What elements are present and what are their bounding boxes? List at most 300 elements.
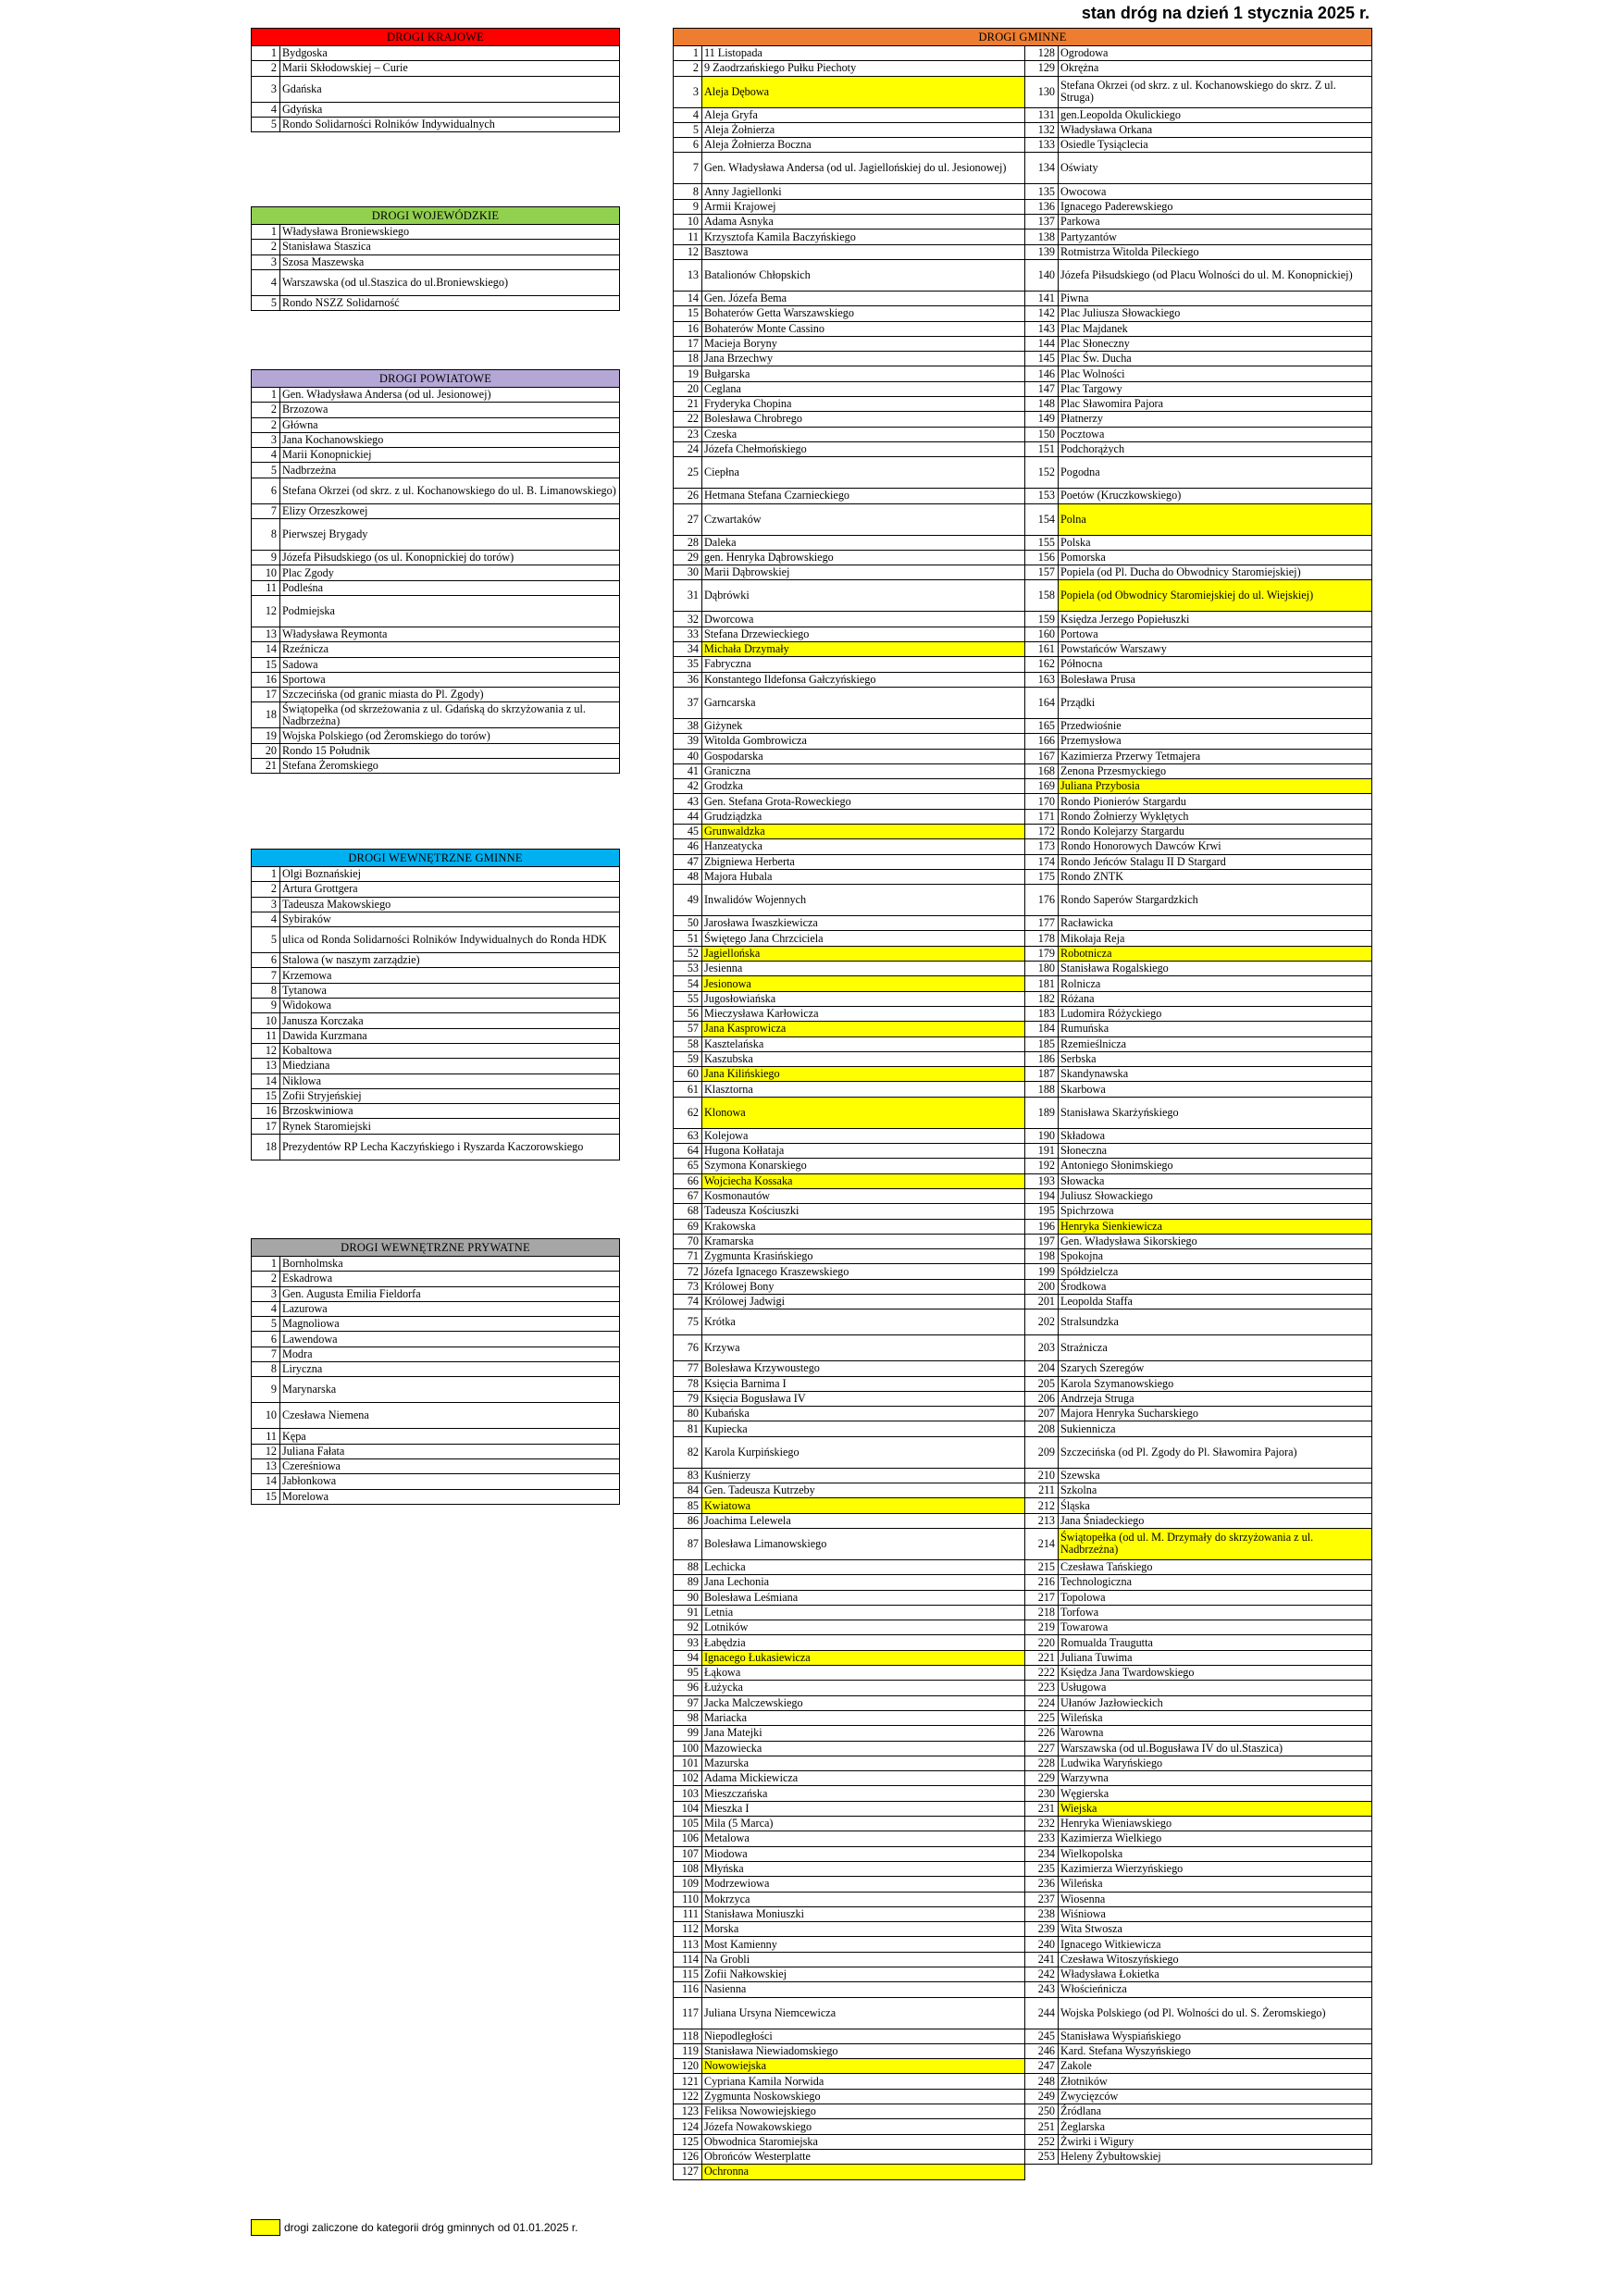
street-name: Jana Kilińskiego [702, 1067, 1025, 1082]
row-number: 10 [674, 215, 702, 230]
row-number: 183 [1025, 1006, 1059, 1021]
street-name: Karola Szymanowskiego [1059, 1376, 1372, 1391]
table-row [252, 117, 620, 131]
row-number: 78 [674, 1376, 702, 1391]
row-number: 170 [1025, 794, 1059, 809]
street-name: Torfowa [1059, 1605, 1372, 1620]
row-number: 160 [1025, 627, 1059, 641]
row-number: 184 [1025, 1022, 1059, 1036]
street-name: Żeglarska [1059, 2119, 1372, 2134]
table-row [252, 1272, 620, 1286]
row-number: 232 [1025, 1817, 1059, 1831]
table-drogi-wewnetrzne-prywatne [251, 1238, 620, 1505]
row-number: 4 [252, 102, 280, 117]
row-number: 30 [674, 565, 702, 580]
table-row [252, 1317, 620, 1332]
row-number: 120 [674, 2059, 702, 2074]
table-row [674, 1681, 1372, 1695]
street-name: Grunwaldzka [702, 824, 1025, 838]
street-name: Dąbrówki [702, 580, 1025, 612]
row-number: 19 [674, 366, 702, 381]
row-number: 159 [1025, 612, 1059, 627]
street-name: Stanisława Moniuszki [702, 1906, 1025, 1921]
street-name: Powstańców Warszawy [1059, 642, 1372, 657]
street-name: Kolejowa [702, 1128, 1025, 1143]
street-name: Krakowska [702, 1219, 1025, 1234]
row-number: 1 [252, 46, 280, 61]
street-name: Modra [280, 1347, 620, 1361]
row-number: 240 [1025, 1937, 1059, 1952]
row-number: 182 [1025, 991, 1059, 1006]
table-row [674, 1590, 1372, 1605]
row-number: 224 [1025, 1695, 1059, 1710]
row-number: 20 [252, 743, 280, 758]
street-name: Prządki [1059, 687, 1372, 718]
row-number: 164 [1025, 687, 1059, 718]
table-row [674, 869, 1372, 884]
street-name: Świątopełka (od ul. M. Drzymały do skrzyżowania z ul. Nadbrzeżna) [1059, 1528, 1372, 1559]
row-number: 229 [1025, 1771, 1059, 1786]
row-number: 54 [674, 976, 702, 991]
section-header-row [252, 29, 620, 46]
table-row [252, 595, 620, 627]
row-number: 8 [252, 519, 280, 551]
row-number: 202 [1025, 1309, 1059, 1335]
street-name: Poetów (Kruczkowskiego) [1059, 489, 1372, 503]
table-row [674, 230, 1372, 244]
table-row [674, 1309, 1372, 1335]
row-number: 21 [674, 397, 702, 412]
street-name: Jana Lechonia [702, 1575, 1025, 1590]
street-name: Modrzewiowa [702, 1877, 1025, 1892]
table-row [674, 1877, 1372, 1892]
section-header: DROGI GMINNE [674, 29, 1372, 46]
street-name: Adama Mickiewicza [702, 1771, 1025, 1786]
street-name: Krzemowa [280, 968, 620, 983]
row-number: 104 [674, 1801, 702, 1816]
street-name: Wileńska [1059, 1710, 1372, 1725]
row-number: 112 [674, 1922, 702, 1937]
street-name: Jana Brzechwy [702, 352, 1025, 366]
street-name: Bolesława Chrobrego [702, 412, 1025, 427]
street-name: Czesława Witoszyńskiego [1059, 1952, 1372, 1967]
row-number: 9 [252, 999, 280, 1013]
street-name: Fryderyka Chopina [702, 397, 1025, 412]
row-number: 49 [674, 885, 702, 916]
row-number: 64 [674, 1144, 702, 1159]
table-row [674, 1695, 1372, 1710]
row-number: 250 [1025, 2104, 1059, 2119]
table-row [252, 672, 620, 687]
street-name: Północna [1059, 657, 1372, 672]
street-name: Majora Henryka Sucharskiego [1059, 1407, 1372, 1421]
street-name: Władysława Broniewskiego [280, 225, 620, 240]
table-row [674, 1967, 1372, 1981]
street-name: Juliana Tuwima [1059, 1650, 1372, 1665]
row-number: 132 [1025, 122, 1059, 137]
row-number: 32 [674, 612, 702, 627]
table-row [674, 931, 1372, 946]
street-name: Giżynek [702, 718, 1025, 733]
street-name: Aleja Żołnierza [702, 122, 1025, 137]
row-number: 243 [1025, 1982, 1059, 1997]
street-name: Aleja Gryfa [702, 107, 1025, 122]
table-row [674, 1513, 1372, 1528]
street-name: Wielkopolska [1059, 1846, 1372, 1861]
street-name: Zwycięzców [1059, 2089, 1372, 2104]
row-number: 2 [252, 1272, 280, 1286]
table-row [674, 612, 1372, 627]
table-row [252, 1134, 620, 1160]
table-row [674, 535, 1372, 550]
row-number: 174 [1025, 854, 1059, 869]
row-number: 16 [252, 672, 280, 687]
table-row [674, 1771, 1372, 1786]
street-name: Usługowa [1059, 1681, 1372, 1695]
street-name: Śląska [1059, 1498, 1372, 1513]
table-row [674, 1376, 1372, 1391]
street-name: Robotnicza [1059, 946, 1372, 961]
row-number: 43 [674, 794, 702, 809]
street-name: Kazimierza Przerwy Tetmajera [1059, 749, 1372, 763]
row-number: 161 [1025, 642, 1059, 657]
row-number: 97 [674, 1695, 702, 1710]
street-name: Stefana Żeromskiego [280, 759, 620, 774]
street-name: Warszawska (od ul.Staszica do ul.Broniewskiego) [280, 269, 620, 295]
row-number: 67 [674, 1188, 702, 1203]
row-number: 9 [674, 199, 702, 214]
street-name: Heleny Żybułtowskiej [1059, 2149, 1372, 2164]
row-number: 206 [1025, 1391, 1059, 1406]
row-number: 166 [1025, 734, 1059, 749]
street-name: Macieja Boryny [702, 336, 1025, 351]
table-drogi-gminne [673, 28, 1372, 2180]
street-name: Jesienna [702, 962, 1025, 976]
street-name: Plac Targowy [1059, 381, 1372, 396]
street-name: Na Grobli [702, 1952, 1025, 1967]
row-number: 13 [674, 259, 702, 291]
street-name: Aleja Dębowa [702, 76, 1025, 107]
row-number: 187 [1025, 1067, 1059, 1082]
street-name: Pomorska [1059, 550, 1372, 565]
table-row [674, 1817, 1372, 1831]
street-name: Topolowa [1059, 1590, 1372, 1605]
street-name: Portowa [1059, 627, 1372, 641]
row-number: 21 [252, 759, 280, 774]
row-number: 47 [674, 854, 702, 869]
row-number: 2 [252, 61, 280, 76]
street-name: Józefa Chełmońskiego [702, 441, 1025, 456]
street-name: Marii Dąbrowskiej [702, 565, 1025, 580]
street-name: Gen. Tadeusza Kutrzeby [702, 1483, 1025, 1498]
street-name: Łąkowa [702, 1666, 1025, 1681]
row-number: 61 [674, 1082, 702, 1097]
street-name: Rondo 15 Południk [280, 743, 620, 758]
row-number: 208 [1025, 1421, 1059, 1436]
table-row [674, 457, 1372, 489]
street-name: Młyńska [702, 1861, 1025, 1876]
table-row [252, 983, 620, 998]
row-number: 11 [252, 1028, 280, 1043]
street-name: Stanisława Niewiadomskiego [702, 2043, 1025, 2058]
table-row [674, 1407, 1372, 1421]
row-number: 223 [1025, 1681, 1059, 1695]
street-name: Letnia [702, 1605, 1025, 1620]
row-number: 11 [252, 1429, 280, 1444]
table-row [252, 1301, 620, 1316]
street-name: Ceglana [702, 381, 1025, 396]
row-number: 124 [674, 2119, 702, 2134]
table-row [252, 1257, 620, 1272]
street-name: Spokojna [1059, 1249, 1372, 1264]
street-name: Kuśnierzy [702, 1468, 1025, 1483]
row-number: 225 [1025, 1710, 1059, 1725]
row-number: 3 [252, 432, 280, 447]
street-name: Rzeźnicza [280, 642, 620, 657]
row-number: 4 [252, 912, 280, 926]
row-number: 14 [252, 1474, 280, 1489]
row-number: 11 [252, 580, 280, 595]
row-number: 143 [1025, 321, 1059, 336]
row-number: 209 [1025, 1436, 1059, 1468]
street-name: Rzemieślnicza [1059, 1036, 1372, 1051]
street-name: Magnoliowa [280, 1317, 620, 1332]
table-row [674, 1498, 1372, 1513]
legend-highlight-swatch [251, 2219, 280, 2236]
table-row [674, 1219, 1372, 1234]
row-number: 103 [674, 1786, 702, 1801]
row-number: 201 [1025, 1295, 1059, 1309]
table-row [674, 1421, 1372, 1436]
row-number: 173 [1025, 839, 1059, 854]
street-name: Cypriana Kamila Norwida [702, 2074, 1025, 2089]
table-row [674, 259, 1372, 291]
table-row [252, 463, 620, 478]
row-number: 189 [1025, 1097, 1059, 1128]
street-name: Jana Kasprowicza [702, 1022, 1025, 1036]
row-number: 94 [674, 1650, 702, 1665]
row-number: 212 [1025, 1498, 1059, 1513]
table-row [252, 76, 620, 102]
street-name: Serbska [1059, 1051, 1372, 1066]
table-row [674, 749, 1372, 763]
row-number: 140 [1025, 259, 1059, 291]
row-number: 11 [674, 230, 702, 244]
row-number: 133 [1025, 138, 1059, 153]
street-name: Jana Matejki [702, 1726, 1025, 1741]
table-row [252, 580, 620, 595]
street-name: Stralsundzka [1059, 1309, 1372, 1335]
street-name: Czeska [702, 427, 1025, 441]
row-number: 15 [252, 1088, 280, 1103]
row-number: 191 [1025, 1144, 1059, 1159]
street-name: Kaszubska [702, 1051, 1025, 1066]
street-name: Elizy Orzeszkowej [280, 503, 620, 518]
table-row [252, 1377, 620, 1403]
street-name: Zofii Nałkowskiej [702, 1967, 1025, 1981]
street-name: Stanisława Wyspiańskiego [1059, 2029, 1372, 2043]
row-number: 110 [674, 1892, 702, 1906]
table-row [674, 122, 1372, 137]
table-row [252, 702, 620, 728]
table-row [252, 1013, 620, 1028]
table-row [252, 759, 620, 774]
table-row [674, 412, 1372, 427]
street-name: Plac Juliusza Słowackiego [1059, 306, 1372, 321]
table-row [674, 1620, 1372, 1635]
section-header: DROGI POWIATOWE [252, 370, 620, 388]
row-number: 24 [674, 441, 702, 456]
row-number: 14 [252, 1074, 280, 1088]
row-number: 2 [252, 240, 280, 254]
table-row [674, 306, 1372, 321]
row-number: 1 [252, 388, 280, 403]
row-number: 40 [674, 749, 702, 763]
table-row [252, 642, 620, 657]
row-number: 29 [674, 550, 702, 565]
row-number: 186 [1025, 1051, 1059, 1066]
row-number: 18 [252, 1134, 280, 1160]
section-header-row [674, 29, 1372, 46]
street-name: Pogodna [1059, 457, 1372, 489]
row-number: 25 [674, 457, 702, 489]
row-number: 16 [674, 321, 702, 336]
row-number: 4 [252, 448, 280, 463]
street-name: Olgi Boznańskiej [280, 867, 620, 882]
street-name: Księdza Jana Twardowskiego [1059, 1666, 1372, 1681]
street-name: Przedwiośnie [1059, 718, 1372, 733]
street-name: Warszawska (od ul.Bogusława IV do ul.Staszica) [1059, 1741, 1372, 1756]
table-drogi-wewnetrzne-gminne [251, 849, 620, 1160]
street-name: Marii Skłodowskiej – Curie [280, 61, 620, 76]
street-name: Składowa [1059, 1128, 1372, 1143]
street-name: Kard. Stefana Wyszyńskiego [1059, 2043, 1372, 2058]
row-number: 1 [674, 46, 702, 61]
street-name: Technologiczna [1059, 1575, 1372, 1590]
street-name: Adama Asnyka [702, 215, 1025, 230]
street-name: Krzywa [702, 1335, 1025, 1361]
street-name: Jabłonkowa [280, 1474, 620, 1489]
table-row [674, 2059, 1372, 2074]
table-row [674, 885, 1372, 916]
table-row [674, 580, 1372, 612]
street-name: Rondo ZNTK [1059, 869, 1372, 884]
street-name: Juliana Ursyna Niemcewicza [702, 1997, 1025, 2029]
row-number: 237 [1025, 1892, 1059, 1906]
row-number: 156 [1025, 550, 1059, 565]
table-row [674, 1952, 1372, 1967]
row-number: 83 [674, 1468, 702, 1483]
street-name: Jana Kochanowskiego [280, 432, 620, 447]
row-number: 175 [1025, 869, 1059, 884]
street-name: Antoniego Słonimskiego [1059, 1159, 1372, 1173]
table-row [674, 1335, 1372, 1361]
row-number: 129 [1025, 61, 1059, 76]
street-name: Mokrzyca [702, 1892, 1025, 1906]
street-name: Gen. Józefa Bema [702, 291, 1025, 305]
table-row [252, 968, 620, 983]
table-row [674, 2089, 1372, 2104]
row-number: 51 [674, 931, 702, 946]
street-name: Piwna [1059, 291, 1372, 305]
street-name: Daleka [702, 535, 1025, 550]
row-number: 15 [252, 1489, 280, 1504]
street-name: Rondo Honorowych Dawców Krwi [1059, 839, 1372, 854]
table-row [674, 1786, 1372, 1801]
table-row [252, 448, 620, 463]
row-number: 101 [674, 1756, 702, 1770]
street-name: Kubańska [702, 1407, 1025, 1421]
table-row [674, 1801, 1372, 1816]
table-row [252, 1444, 620, 1458]
row-number: 4 [252, 269, 280, 295]
street-name: Wita Stwosza [1059, 1922, 1372, 1937]
table-row [252, 551, 620, 565]
row-number: 70 [674, 1234, 702, 1248]
street-name: Mieszczańska [702, 1786, 1025, 1801]
table-row [674, 1204, 1372, 1219]
table-row [674, 1361, 1372, 1376]
table-row [674, 1159, 1372, 1173]
street-name: Michała Drzymały [702, 642, 1025, 657]
row-number: 220 [1025, 1635, 1059, 1650]
table-row [252, 1458, 620, 1473]
row-number: 121 [674, 2074, 702, 2089]
row-number: 147 [1025, 381, 1059, 396]
table-row [252, 1429, 620, 1444]
street-name: Szewska [1059, 1468, 1372, 1483]
table-row [674, 1436, 1372, 1468]
row-number: 57 [674, 1022, 702, 1036]
table-row [674, 1861, 1372, 1876]
table-row [252, 1489, 620, 1504]
table-row [674, 489, 1372, 503]
street-name: Szkolna [1059, 1483, 1372, 1498]
street-name: Obrońców Westerplatte [702, 2149, 1025, 2164]
street-name: Rondo Kolejarzy Stargardu [1059, 824, 1372, 838]
row-number: 154 [1025, 503, 1059, 535]
row-number: 9 [252, 1377, 280, 1403]
street-name: Juliana Fałata [280, 1444, 620, 1458]
street-name: Witolda Gombrowicza [702, 734, 1025, 749]
row-number: 236 [1025, 1877, 1059, 1892]
row-number: 79 [674, 1391, 702, 1406]
street-name: Armii Krajowej [702, 199, 1025, 214]
street-name: Wiśniowa [1059, 1906, 1372, 1921]
row-number: 6 [252, 953, 280, 968]
table-row [674, 1726, 1372, 1741]
section-header: DROGI WEWNĘTRZNE PRYWATNE [252, 1239, 620, 1257]
row-number: 215 [1025, 1559, 1059, 1574]
street-name: Partyzantów [1059, 230, 1372, 244]
table-row [674, 2029, 1372, 2043]
row-number: 8 [252, 1362, 280, 1377]
table-row [674, 61, 1372, 76]
row-number: 50 [674, 916, 702, 931]
street-name: Ignacego Paderewskiego [1059, 199, 1372, 214]
street-name: Graniczna [702, 763, 1025, 778]
row-number: 241 [1025, 1952, 1059, 1967]
row-number: 44 [674, 809, 702, 824]
row-number: 3 [252, 1286, 280, 1301]
street-name: Czesława Niemena [280, 1403, 620, 1429]
row-number: 46 [674, 839, 702, 854]
table-row [674, 1468, 1372, 1483]
street-name: Juliana Przybosia [1059, 779, 1372, 794]
row-number: 205 [1025, 1376, 1059, 1391]
street-name: Józefa Ignacego Kraszewskiego [702, 1264, 1025, 1279]
street-name: Mariacka [702, 1710, 1025, 1725]
